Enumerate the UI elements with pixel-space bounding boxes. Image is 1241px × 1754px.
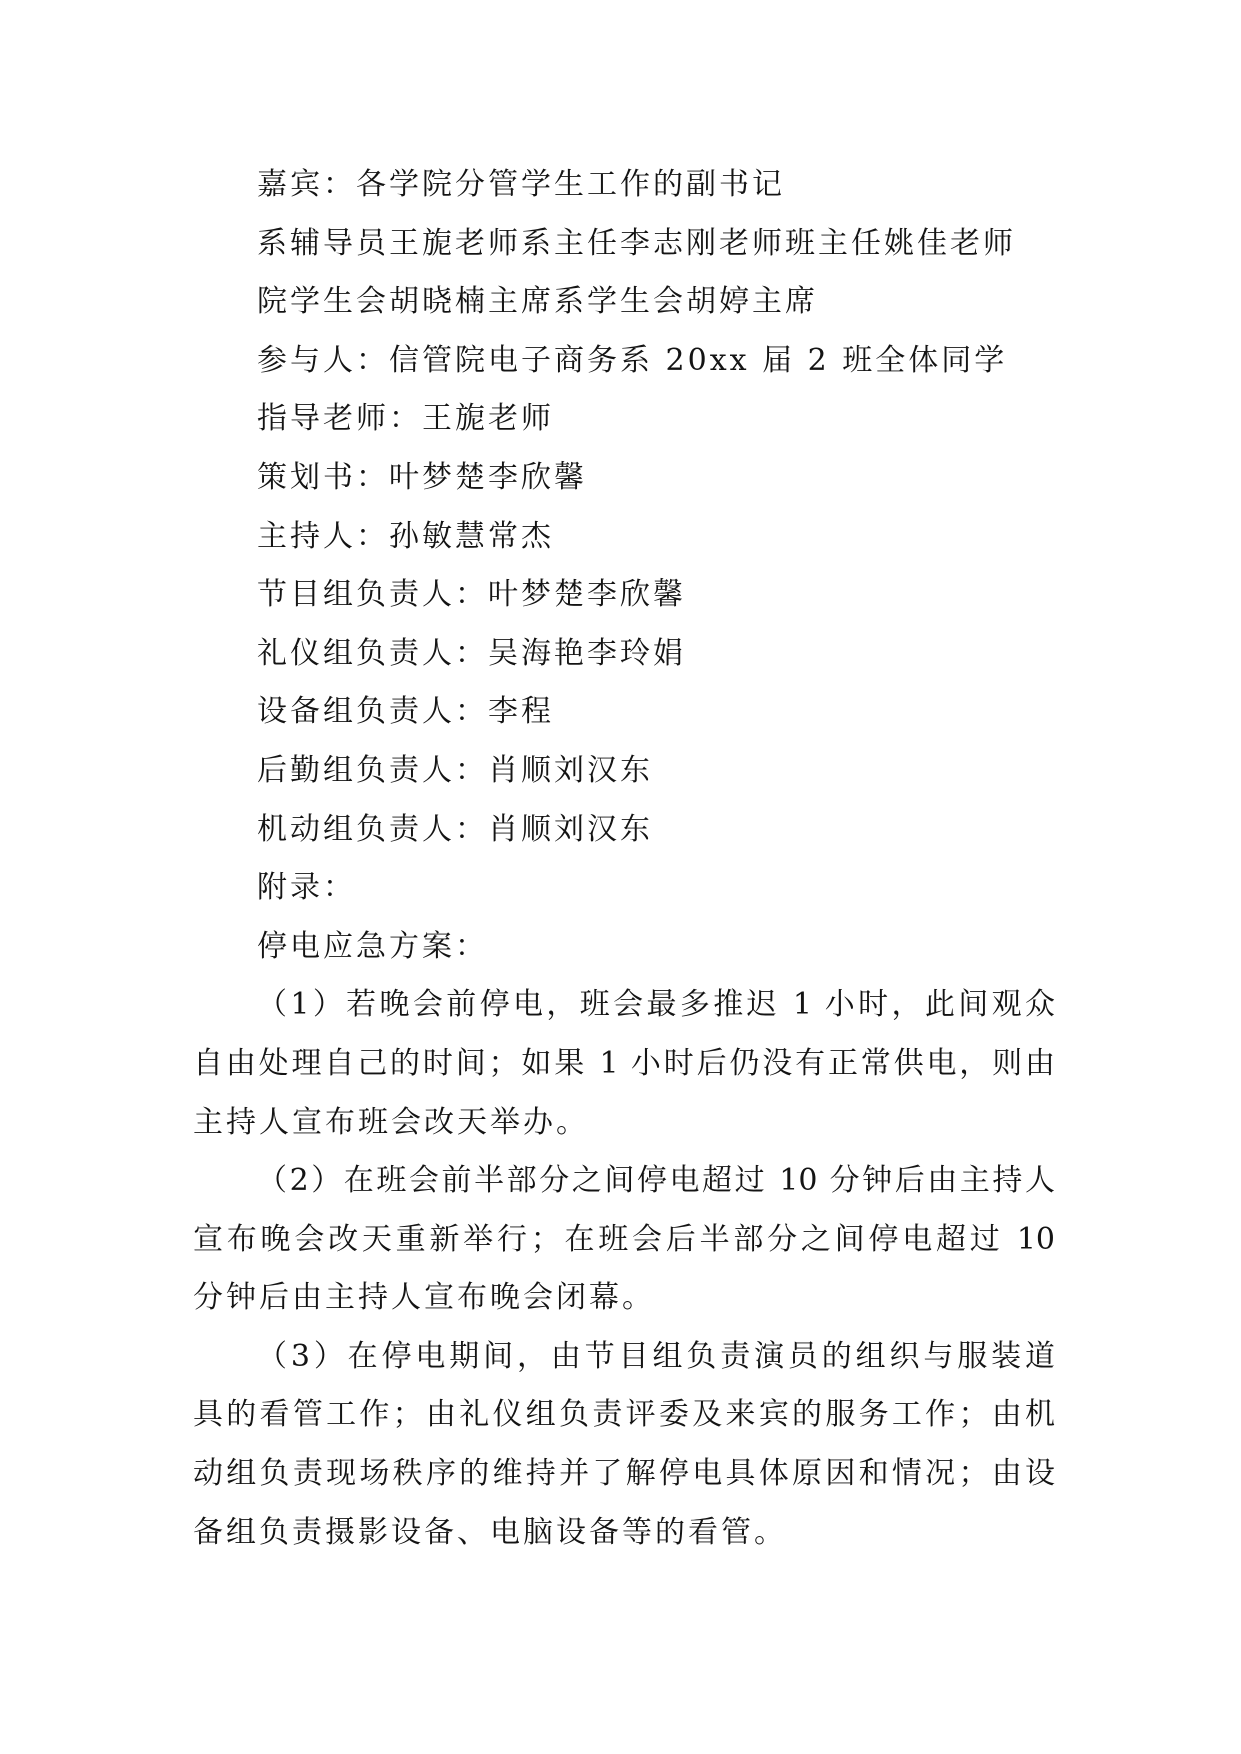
paragraph-line: 分钟后由主持人宣布晚会闭幕。 xyxy=(193,1280,655,1316)
etiquette-group-line: 礼仪组负责人：吴海艳李玲娟 xyxy=(257,635,686,671)
program-group-line: 节目组负责人：叶梦楚李欣馨 xyxy=(257,577,686,613)
paragraph-line: 动组负责现场秩序的维持并了解停电具体原因和情况；由设 xyxy=(193,1456,1055,1492)
plan-title: 停电应急方案： xyxy=(257,928,488,964)
advisor-line: 指导老师：王旎老师 xyxy=(257,401,554,437)
staff-list xyxy=(193,156,1055,859)
host-line: 主持人：孙敏慧常杰 xyxy=(257,518,554,554)
equipment-group-line: 设备组负责人：李程 xyxy=(257,694,554,730)
student-union-line: 院学生会胡晓楠主席系学生会胡婷主席 xyxy=(257,284,818,320)
planner-line: 策划书：叶梦楚李欣馨 xyxy=(257,459,587,495)
paragraph-line: 自由处理自己的时间；如果 1 小时后仍没有正常供电，则由 xyxy=(193,1045,1055,1081)
teachers-line: 系辅导员王旎老师系主任李志刚老师班主任姚佳老师 xyxy=(257,225,1016,261)
guests-line: 嘉宾：各学院分管学生工作的副书记 xyxy=(257,167,785,202)
plan-paragraph xyxy=(193,1328,1055,1562)
paragraph-line: 宣布晚会改天重新举行；在班会后半部分之间停电超过 10 xyxy=(193,1221,1055,1257)
paragraph-line: （1）若晚会前停电，班会最多推迟 1 小时，此间观众 xyxy=(257,987,1055,1023)
plan-paragraph xyxy=(193,976,1055,1152)
participants-line: 参与人：信管院电子商务系 20xx 届 2 班全体同学 xyxy=(257,342,1008,378)
plan-paragraph xyxy=(193,1152,1055,1328)
paragraph-line: （2）在班会前半部分之间停电超过 10 分钟后由主持人 xyxy=(257,1163,1055,1199)
document-body xyxy=(193,156,1055,1562)
paragraph-line: 具的看管工作；由礼仪组负责评委及来宾的服务工作；由机 xyxy=(193,1397,1055,1433)
mobile-group-line: 机动组负责人：肖顺刘汉东 xyxy=(257,811,653,847)
paragraph-line: （3）在停电期间，由节目组负责演员的组织与服装道 xyxy=(257,1338,1055,1374)
logistics-group-line: 后勤组负责人：肖顺刘汉东 xyxy=(257,752,653,788)
paragraph-line: 备组负责摄影设备、电脑设备等的看管。 xyxy=(193,1514,787,1550)
appendix-heading: 附录： xyxy=(257,870,356,906)
paragraph-line: 主持人宣布班会改天举办。 xyxy=(193,1104,589,1140)
